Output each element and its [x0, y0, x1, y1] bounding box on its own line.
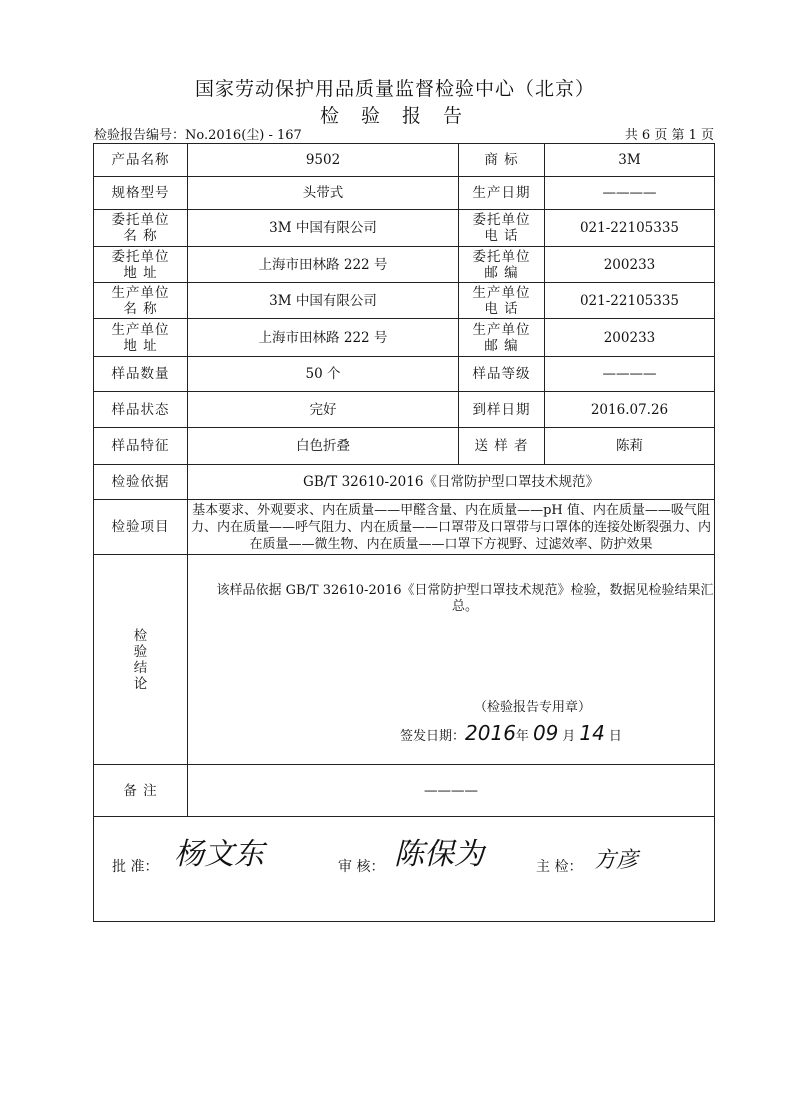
review-label: 审 核：	[338, 859, 385, 875]
remark-label: 备 注	[94, 765, 188, 817]
prod-date-value: ————	[545, 177, 715, 210]
client-name-label	[94, 210, 188, 247]
model-label: 规格型号	[94, 177, 188, 210]
maker-tel-label	[459, 283, 545, 319]
table-row	[94, 428, 715, 465]
approve-signature: 杨文东	[174, 837, 264, 872]
table-row	[94, 319, 715, 357]
basis-value: GB/T 32610-2016《日常防护型口罩技术规范》	[188, 465, 715, 500]
maker-name-label-line2: 名 称	[123, 300, 158, 317]
issue-month-unit: 月	[562, 729, 576, 744]
product-name-value: 9502	[188, 144, 459, 177]
org-title: 国家劳动保护用品质量监督检验中心（北京）	[194, 78, 595, 100]
seal-text: （检验报告专用章）	[474, 700, 592, 715]
issue-date-label: 签发日期：	[400, 729, 466, 744]
arrival-label: 到样日期	[459, 392, 545, 428]
maker-tel-value: 021-22105335	[545, 283, 715, 319]
client-tel-label-line2: 电 话	[484, 228, 519, 244]
conclusion-label-char2: 验	[133, 643, 148, 660]
report-number	[94, 124, 302, 143]
conclusion-cell	[188, 555, 715, 765]
table-row	[94, 247, 715, 283]
client-name-value: 3M 中国有限公司	[188, 210, 459, 247]
conclusion-label-char4: 论	[133, 675, 148, 692]
table-row	[94, 555, 715, 765]
client-addr-label	[94, 247, 188, 283]
client-tel-value: 021-22105335	[545, 210, 715, 247]
items-value: 基本要求、外观要求、内在质量——甲醛含量、内在质量——pH 值、内在质量——吸气阻力、内在质量——呼气阻力、内在质量——口罩带及口罩带与口罩体的连接处断裂强力、内在质量——微生物、内在质量——口罩下方视野、过滤效率、防护效果	[188, 500, 715, 555]
brand-value: 3M	[545, 144, 715, 177]
items-label: 检验项目	[94, 500, 188, 555]
conclusion-label-char1: 检	[133, 627, 148, 644]
maker-addr-label-line1: 生产单位	[111, 321, 170, 338]
conclusion-text: 该样品依据 GB/T 32610-2016《日常防护型口罩技术规范》检验，数据见检验结果汇总。	[216, 583, 714, 614]
qty-value: 50 个	[188, 357, 459, 392]
client-post-label-line2: 邮 编	[484, 264, 519, 281]
arrival-value: 2016.07.26	[545, 392, 715, 428]
issue-year-unit: 年	[515, 729, 529, 744]
report-number-value: No.2016(尘) - 167	[185, 128, 302, 143]
brand-label: 商 标	[459, 144, 545, 177]
feature-label: 样品特征	[94, 428, 188, 465]
client-post-label	[459, 247, 545, 283]
client-addr-value: 上海市田林路 222 号	[188, 247, 459, 283]
client-tel-label	[459, 210, 545, 247]
table-row	[94, 177, 715, 210]
model-value: 头带式	[188, 177, 459, 210]
prod-date-label: 生产日期	[459, 177, 545, 210]
page-count: 共 6 页 第 1 页	[624, 128, 714, 143]
table-row	[94, 392, 715, 428]
maker-post-value: 200233	[545, 319, 715, 357]
maker-name-value: 3M 中国有限公司	[188, 283, 459, 319]
product-name-label: 产品名称	[94, 144, 188, 177]
table-row	[94, 500, 715, 555]
maker-name-label-line1: 生产单位	[111, 284, 170, 301]
client-addr-label-line1: 委托单位	[111, 248, 170, 265]
client-post-value: 200233	[545, 247, 715, 283]
issue-year: 2016	[465, 721, 516, 745]
status-label: 样品状态	[94, 392, 188, 428]
table-row	[94, 765, 715, 817]
basis-label: 检验依据	[94, 465, 188, 500]
sender-value: 陈莉	[545, 428, 715, 465]
grade-label: 样品等级	[459, 357, 545, 392]
issue-day: 14	[579, 721, 605, 745]
remark-value: ————	[188, 765, 715, 817]
client-name-label-line2: 名 称	[123, 228, 158, 244]
feature-value: 白色折叠	[188, 428, 459, 465]
grade-value: ————	[545, 357, 715, 392]
conclusion-label-char3: 结	[133, 659, 148, 676]
status-value: 完好	[188, 392, 459, 428]
client-tel-label-line1: 委托单位	[472, 212, 531, 228]
client-post-label-line1: 委托单位	[472, 248, 531, 265]
issue-day-unit: 日	[608, 729, 622, 744]
issue-month: 09	[532, 721, 559, 745]
report-title: 检 验 报 告	[319, 105, 471, 127]
sender-label: 送 样 者	[459, 428, 545, 465]
maker-addr-label-line2: 地 址	[123, 337, 158, 354]
report-number-label: 检验报告编号：	[94, 128, 186, 143]
report-table	[93, 143, 715, 922]
maker-post-label-line1: 生产单位	[472, 321, 531, 338]
client-name-label-line1: 委托单位	[111, 212, 170, 228]
maker-tel-label-line1: 生产单位	[472, 284, 531, 301]
approve-label: 批 准：	[112, 859, 159, 875]
review-signature: 陈保为	[394, 837, 484, 872]
maker-tel-label-line2: 电 话	[484, 300, 519, 317]
table-row	[94, 357, 715, 392]
maker-addr-value: 上海市田林路 222 号	[188, 319, 459, 357]
maker-post-label-line2: 邮 编	[484, 337, 519, 354]
maker-post-label	[459, 319, 545, 357]
table-row	[94, 210, 715, 247]
table-row	[94, 465, 715, 500]
table-row	[94, 817, 715, 922]
table-row	[94, 283, 715, 319]
signature-row	[94, 817, 715, 922]
issue-date	[400, 721, 622, 745]
table-row	[94, 144, 715, 177]
maker-name-label	[94, 283, 188, 319]
maker-addr-label	[94, 319, 188, 357]
inspect-signature: 方彦	[594, 848, 639, 873]
qty-label: 样品数量	[94, 357, 188, 392]
client-addr-label-line2: 地 址	[123, 264, 158, 281]
inspect-label: 主 检：	[536, 859, 583, 875]
conclusion-label	[94, 555, 188, 765]
